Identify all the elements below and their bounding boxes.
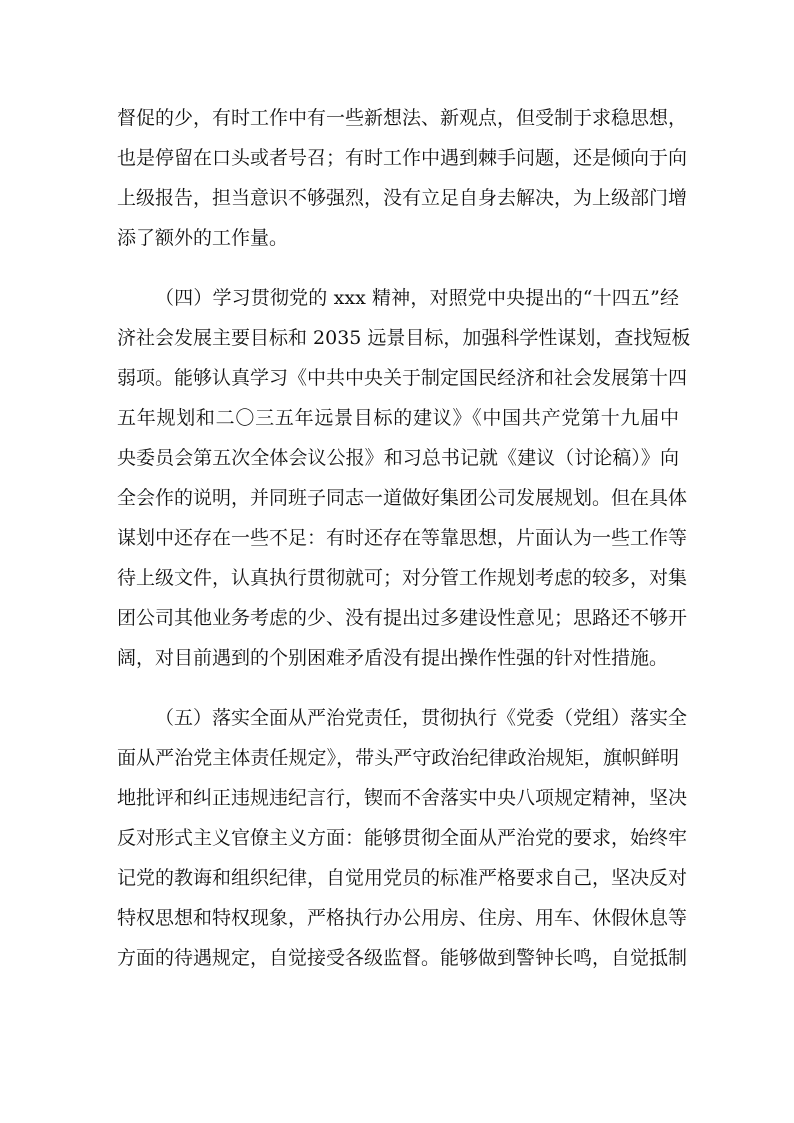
document-body [117, 98, 691, 998]
paragraph-line: 阔，对目前遇到的个别困难矛盾没有提出操作性强的针对性措施。 [117, 647, 669, 669]
paragraph-line: 弱项。能够认真学习《中共中央关于制定国民经济和社会发展第十四 [117, 367, 688, 389]
paragraph-line: 督促的少，有时工作中有一些新想法、新观点，但受制于求稳思想， [117, 107, 688, 129]
paragraph-section-4 [117, 278, 691, 678]
paragraph-line: 面从严治党主体责任规定》，带头严守政治纪律政治规矩，旗帜鲜明 [117, 747, 679, 769]
paragraph-line: 五年规划和二〇三五年远景目标的建议》《中国共产党第十九届中 [117, 407, 679, 429]
paragraph-line: 地批评和纠正违规违纪言行，锲而不舍落实中央八项规定精神，坚决 [117, 787, 688, 809]
paragraph-line: 待上级文件，认真执行贯彻就可；对分管工作规划考虑的较多，对集 [117, 567, 688, 589]
paragraph-line: 添了额外的工作量。 [117, 227, 289, 249]
paragraph-line: 方面的待遇规定，自觉接受各级监督。能够做到警钟长鸣，自觉抵制 [117, 947, 688, 969]
paragraph-line: 谋划中还存在一些不足：有时还存在等靠思想，片面认为一些工作等 [117, 527, 688, 549]
section-5-heading-line: （五）落实全面从严治党责任，贯彻执行《党委（党组）落实全 [155, 707, 688, 729]
paragraph-line: 济社会发展主要目标和 2035 远景目标，加强科学性谋划，查找短板 [117, 327, 691, 349]
paragraph-line: 团公司其他业务考虑的少、没有提出过多建设性意见；思路还不够开 [117, 607, 688, 629]
paragraph-line: 也是停留在口头或者号召；有时工作中遇到棘手问题，还是倾向于向 [117, 147, 688, 169]
paragraph-section-5 [117, 698, 688, 978]
paragraph-line: 反对形式主义官僚主义方面：能够贯彻全面从严治党的要求，始终牢 [117, 827, 688, 849]
paragraph-line: 央委员会第五次全体会议公报》和习总书记就《建议（讨论稿）》向 [117, 447, 679, 469]
paragraph-1 [117, 98, 688, 258]
section-4-heading-line: （四）学习贯彻党的 xxx 精神，对照党中央提出的“十四五”经 [155, 287, 679, 309]
paragraph-line: 特权思想和特权现象，严格执行办公用房、住房、用车、休假休息等 [117, 907, 688, 929]
paragraph-line: 全会作的说明，并同班子同志一道做好集团公司发展规划。但在具体 [117, 487, 688, 509]
paragraph-line: 记党的教诲和组织纪律，自觉用党员的标准严格要求自己，坚决反对 [117, 867, 688, 889]
paragraph-line: 上级报告，担当意识不够强烈，没有立足自身去解决，为上级部门增 [117, 187, 688, 209]
